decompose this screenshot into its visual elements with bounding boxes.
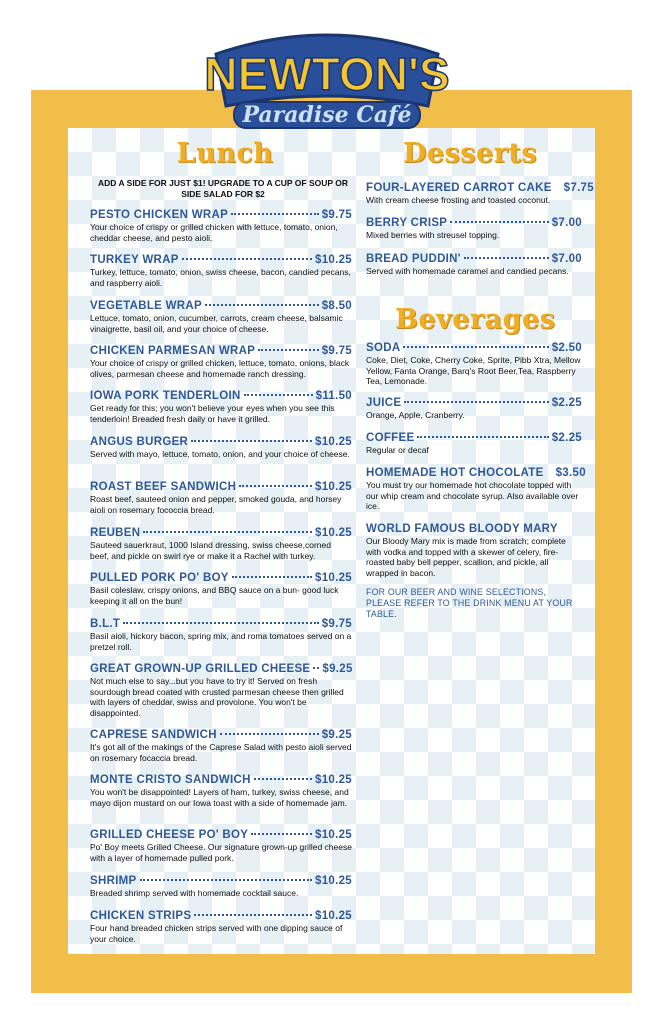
item-name: PULLED PORK PO' BOY bbox=[90, 572, 229, 584]
item-description: Roast beef, sauteed onion and pepper, smoked gouda, and horsey aioli on rosemary fococcia bread. bbox=[90, 494, 342, 515]
item-name: PESTO CHICKEN WRAP bbox=[90, 209, 229, 221]
lunch-heading: Lunch bbox=[176, 138, 274, 169]
dot-leader bbox=[231, 213, 319, 215]
menu-item bbox=[90, 300, 352, 334]
menu-item bbox=[90, 774, 352, 808]
item-name: TURKEY WRAP bbox=[90, 254, 179, 266]
item-name: SODA bbox=[366, 342, 401, 354]
item-description: Your choice of crispy or grilled chicken, lettuce, tomato, onions, black olives, parmesan cheese and homemade ranch dressing. bbox=[90, 358, 350, 379]
item-name: HOMEMADE HOT CHOCOLATE bbox=[366, 467, 544, 479]
item-price: $7.00 bbox=[551, 217, 582, 229]
item-price: $3.50 bbox=[555, 467, 586, 479]
item-name: GRILLED CHEESE PO' BOY bbox=[90, 829, 249, 841]
dot-leader bbox=[232, 576, 312, 578]
item-price: $10.25 bbox=[315, 254, 352, 266]
logo-tagline: Paradise Café bbox=[242, 102, 412, 128]
desserts-heading: Desserts bbox=[402, 138, 538, 169]
dot-leader bbox=[143, 531, 312, 533]
item-price: $10.25 bbox=[315, 572, 352, 584]
item-description: Lettuce, tomato, onion, cucumber, carrots, cream cheese, balsamic vinaigrette, basil oil, and your choice of cheese. bbox=[90, 313, 343, 334]
item-price: $2.25 bbox=[551, 397, 582, 409]
item-name: JUICE bbox=[366, 397, 402, 409]
menu-item bbox=[366, 432, 582, 456]
menu-item bbox=[90, 209, 352, 243]
item-description: Our Bloody Mary mix is made from scratch; complete with vodka and topped with a skewer of celery, fire-roasted baby bell pepper, scallion, and pickle, all wrapped in bacon. bbox=[366, 536, 566, 578]
item-description: Turkey, lettuce, tomato, onion, swiss cheese, bacon, candied pecans, and raspberry aioli. bbox=[90, 267, 351, 288]
dot-leader bbox=[182, 258, 312, 260]
item-price: $9.25 bbox=[321, 729, 352, 741]
item-description: Sauteed sauerkraut, 1000 Island dressing, swiss cheese,corned beef, and pickle on swirl rye or make it a Rachel with turkey. bbox=[90, 540, 331, 561]
item-price: $2.50 bbox=[551, 342, 582, 354]
menu-item bbox=[90, 875, 352, 899]
dot-leader bbox=[313, 667, 319, 669]
menu-item bbox=[366, 342, 582, 387]
item-price: $7.00 bbox=[551, 253, 582, 265]
item-price: $9.75 bbox=[321, 209, 352, 221]
item-price: $10.25 bbox=[315, 829, 352, 841]
dot-leader bbox=[244, 394, 313, 396]
item-name: ANGUS BURGER bbox=[90, 436, 189, 448]
newtons-logo bbox=[196, 24, 458, 134]
item-price: $9.75 bbox=[321, 345, 352, 357]
lunch-side-note: ADD A SIDE FOR JUST $1! UPGRADE TO A CUP OF SOUP OR SIDE SALAD FOR $2 bbox=[98, 178, 348, 199]
dot-leader bbox=[123, 622, 318, 624]
dot-leader bbox=[191, 440, 312, 442]
item-description: Coke, Diet, Coke, Cherry Coke, Sprite, Pibb Xtra, Mellow Yellow, Fanta Orange, Barq's Root Beer,Tea, Raspberry Tea, Lemonade. bbox=[366, 355, 581, 386]
dot-leader bbox=[258, 349, 319, 351]
menu-item bbox=[90, 618, 352, 652]
menu-item bbox=[366, 397, 582, 421]
item-name: GREAT GROWN-UP GRILLED CHEESE bbox=[90, 663, 311, 675]
drink-menu-note: FOR OUR BEER AND WINE SELECTIONS, PLEASE REFER TO THE DRINK MENU AT YOUR TABLE. bbox=[366, 587, 573, 619]
menu-item bbox=[90, 436, 352, 460]
dot-leader bbox=[140, 879, 312, 881]
item-price: $7.75 bbox=[563, 182, 594, 194]
dot-leader bbox=[254, 778, 312, 780]
beverages-heading: Beverages bbox=[395, 304, 556, 335]
menu-item bbox=[90, 345, 352, 379]
menu-item bbox=[90, 390, 352, 424]
menu-item bbox=[366, 253, 582, 277]
menu-item bbox=[90, 254, 352, 288]
menu-item bbox=[90, 829, 352, 863]
menu-item bbox=[90, 481, 352, 515]
item-description: Served with homemade caramel and candied pecans. bbox=[366, 266, 569, 276]
item-description: You won't be disappointed! Layers of ham, turkey, swiss cheese, and mayo dijon mustard on our Iowa toast with a side of homemade jam. bbox=[90, 787, 349, 808]
item-name: SHRIMP bbox=[90, 875, 137, 887]
menu-item bbox=[90, 572, 352, 606]
item-description: With cream cheese frosting and toasted coconut. bbox=[366, 195, 551, 205]
item-description: Basil coleslaw, crispy onions, and BBQ sauce on a bun- good luck keeping it all on the bun! bbox=[90, 585, 339, 606]
menu-item bbox=[366, 217, 582, 241]
item-price: $10.25 bbox=[315, 436, 352, 448]
item-price: $11.50 bbox=[315, 390, 352, 402]
item-name: REUBEN bbox=[90, 527, 141, 539]
item-description: Mixed berries with streusel topping. bbox=[366, 230, 500, 240]
item-description: Not much else to say...but you have to try it! Served on fresh sourdough bread coated with crusted parmesan cheese then grilled with layers of cheddar, swiss and provolone. You won't be disappointed. bbox=[90, 676, 344, 718]
item-price: $2.25 bbox=[551, 432, 582, 444]
menu-item bbox=[90, 910, 352, 944]
item-name: COFFEE bbox=[366, 432, 415, 444]
dot-leader bbox=[251, 833, 312, 835]
item-description: You must try our homemade hot chocolate topped with our whip cream and chocolate syrup. Also available over ice. bbox=[366, 480, 579, 511]
dot-leader bbox=[239, 485, 312, 487]
item-description: Regular or decaf bbox=[366, 445, 429, 455]
menu-item bbox=[90, 729, 352, 763]
dot-leader bbox=[194, 914, 312, 916]
item-description: Served with mayo, lettuce, tomato, onion, and your choice of cheese. bbox=[90, 449, 350, 459]
item-name: B.L.T bbox=[90, 618, 121, 630]
item-name: CHICKEN STRIPS bbox=[90, 910, 192, 922]
item-name: BERRY CRISP bbox=[366, 217, 448, 229]
item-description: Po' Boy meets Grilled Cheese. Our signature grown-up grilled cheese with a layer of homemade pulled pork. bbox=[90, 842, 352, 863]
item-description: Four hand breaded chicken strips served with one dipping sauce of your choice. bbox=[90, 923, 343, 944]
item-name: MONTE CRISTO SANDWICH bbox=[90, 774, 251, 786]
logo-name: NEWTON'S bbox=[204, 48, 450, 100]
item-description: Get ready for this; you won't believe your eyes when you see this tenderloin! Breaded fresh daily or have it grilled. bbox=[90, 403, 335, 424]
item-description: Orange, Apple, Cranberry. bbox=[366, 410, 465, 420]
item-price: $8.50 bbox=[321, 300, 352, 312]
dot-leader bbox=[403, 346, 548, 348]
dot-leader bbox=[404, 401, 548, 403]
item-name: ROAST BEEF SANDWICH bbox=[90, 481, 237, 493]
menu-item bbox=[90, 527, 352, 561]
item-price: $9.25 bbox=[322, 663, 353, 675]
item-description: Breaded shrimp served with homemade cocktail sauce. bbox=[90, 888, 299, 898]
item-price: $10.25 bbox=[315, 527, 352, 539]
item-price: $10.25 bbox=[315, 774, 352, 786]
item-name: CHICKEN PARMESAN WRAP bbox=[90, 345, 256, 357]
menu-item bbox=[366, 523, 582, 578]
item-name: CAPRESE SANDWICH bbox=[90, 729, 217, 741]
item-description: Your choice of crispy or grilled chicken with lettuce, tomato, onion, cheddar cheese, and pesto aioli. bbox=[90, 222, 338, 243]
menu-item bbox=[90, 663, 352, 718]
item-description: It's got all of the makings of the Caprese Salad with pesto aioli served on rosemary focaccia bread. bbox=[90, 742, 352, 763]
dot-leader bbox=[205, 304, 319, 306]
menu-item bbox=[366, 182, 594, 206]
dot-leader bbox=[450, 221, 548, 223]
item-price: $10.25 bbox=[315, 481, 352, 493]
dot-leader bbox=[464, 257, 549, 259]
item-price: $10.25 bbox=[315, 875, 352, 887]
item-name: IOWA PORK TENDERLOIN bbox=[90, 390, 241, 402]
item-name: VEGETABLE WRAP bbox=[90, 300, 202, 312]
item-description: Basil aioli, hickory bacon, spring mix, and roma tomatoes served on a pretzel roll. bbox=[90, 631, 352, 652]
dot-leader bbox=[417, 436, 548, 438]
item-name: WORLD FAMOUS BLOODY MARY bbox=[366, 523, 558, 535]
item-price: $10.25 bbox=[315, 910, 352, 922]
dot-leader bbox=[220, 733, 319, 735]
item-name: BREAD PUDDIN' bbox=[366, 253, 461, 265]
menu-item bbox=[366, 467, 586, 512]
item-price: $9.75 bbox=[321, 618, 352, 630]
item-name: FOUR-LAYERED CARROT CAKE bbox=[366, 182, 552, 194]
